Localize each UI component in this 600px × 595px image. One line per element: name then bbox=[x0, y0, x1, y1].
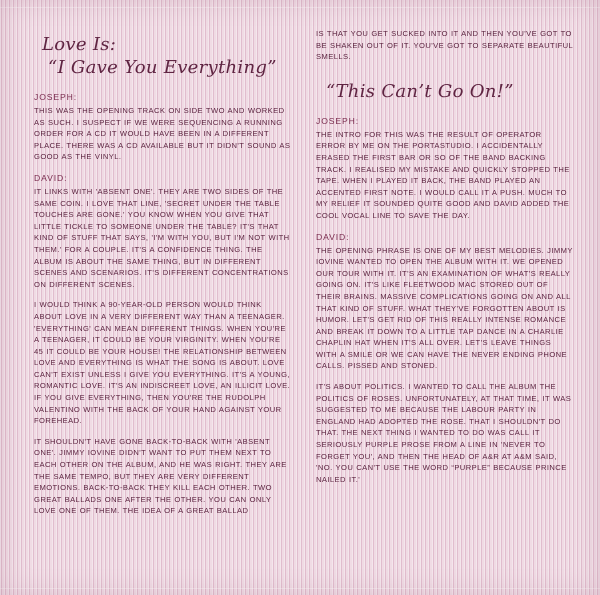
speaker-label-joseph: JOSEPH: bbox=[316, 115, 360, 126]
paragraph: IS THAT YOU GET SUCKED INTO IT AND THEN YOU'VE GOT TO BE SHAKEN OUT OF IT. YOU'VE GOT TO SEPARATE BEAUTIFUL SMELLS. bbox=[316, 29, 573, 62]
scan-crease bbox=[0, 588, 600, 589]
song-title-line-1: Love Is: bbox=[42, 34, 117, 55]
paragraph: THIS WAS THE OPENING TRACK ON SIDE TWO AND WORKED AS SUCH. I SUSPECT IF WE WERE SEQUENCING A RUNNING ORDER FOR A CD IT WOULD HAVE BEEN IN A DIFFERENT PLACE. THERE WAS A CD AVAILABLE BUT IT DIDN'T SOUND AS GOOD AS THE VINYL. bbox=[34, 106, 291, 162]
paragraph: THE INTRO FOR THIS WAS THE RESULT OF OPERATOR ERROR BY ME ON THE PORTASTUDIO. I ACCIDENTALLY ERASED THE FIRST BAR OR SO OF THE BAND BACKING TRACK. I REALISED MY MISTAKE AND QUICKLY STOPPED THE TAPE. WHEN I PLAYED IT BACK, THE BAND PLAYED AN ACCENTED FIRST NOTE. I WOULD CALL IT A PUSH. MUCH TO MY RELIEF IT SOUNDED QUITE GOOD AND DAVID ADDED THE COOL VOCAL LINE TO SAVE THE DAY. bbox=[316, 129, 570, 220]
song-title-line-2: “I Gave You Everything” bbox=[48, 57, 277, 78]
text-columns bbox=[34, 28, 574, 579]
scan-crease bbox=[0, 7, 600, 8]
paragraph: THE OPENING PHRASE IS ONE OF MY BEST MELODIES. JIMMY IOVINE WANTED TO OPEN THE ALBUM WITH IT. WE OPENED OUR TOUR WITH IT. IT'S AN EXAMINATION OF WHAT'S REALLY GOING ON. IT'S LIKE FLEETWOOD MAC STORED OUT OF THEIR BRAINS. MASSIVE COMPLICATIONS GOING ON AND ALL THAT KIND OF STUFF. WHAT THEY'VE FORGOTTEN ABOUT IS HUMOR. LET'S GET RID OF THIS REALLY INTENSE ROMANCE AND BREAK IT DOWN TO A LITTLE TAP DANCE IN A CHARLIE CHAPLIN HAT WHEN IT'S ALL OVER. LET'S LEAVE THINGS WITH A SMILE OR WE CAN HAVE THE NEVER ENDING PHONE CALLS. PISSED AND STONED. bbox=[316, 245, 573, 371]
speaker-label-david: DAVID: bbox=[34, 172, 68, 183]
song-title: “This Can’t Go On!” bbox=[326, 80, 514, 102]
paragraph: I WOULD THINK A 90-YEAR-OLD PERSON WOULD THINK ABOUT LOVE IN A VERY DIFFERENT WAY THAN A TEENAGER. 'EVERYTHING' CAN MEAN DIFFERENT THINGS. WHEN YOU'RE A TEENAGER, IT COULD BE YOUR VIRGINITY. WHEN YOU'RE 45 IT COULD BE YOUR HOUSE! THE RELATIONSHIP BETWEEN LOVE AND EVERYTHING IS WHAT THE SONG IS ABOUT. LOVE CAN'T EXIST UNLESS I GIVE YOU EVERYTHING. IT'S A YOUNG, ROMANTIC LOVE. IT'S AN INDISCREET LOVE, AN ILLICIT LOVE. IF YOU GIVE EVERYTHING, THEN YOU'RE THE RUDOLPH VALENTINO WITH THE BACK OF YOUR HAND AGAINST YOUR FOREHEAD. bbox=[34, 300, 291, 426]
left-column bbox=[34, 28, 292, 579]
paragraph: IT LINKS WITH 'ABSENT ONE'. THEY ARE TWO SIDES OF THE SAME COIN. I LOVE THAT LINE, 'SECRET UNDER THE TABLE TOUCHES ARE GONE.' YOU KNOW WHEN YOU GIVE THAT LITTLE TICKLE TO SOMEONE UNDER THE TABLE? IT'S THAT KIND OF STUFF THAT SAYS, 'I'M WITH YOU, BUT I'M NOT WITH THEM.' FOR A COUPLE. IT'S A CONFIDENCE THING. THE ALBUM IS ABOUT THE SAME THING, BUT IN DIFFERENT SCENES AND SCENARIOS. IT'S DIFFERENT CONCENTRATIONS ON DIFFERENT SCENES. bbox=[34, 186, 290, 289]
continuation-text bbox=[316, 28, 574, 63]
speaker-label-joseph: JOSEPH: bbox=[34, 92, 78, 102]
paragraph: IT SHOULDN'T HAVE GONE BACK-TO-BACK WITH 'ABSENT ONE'. JIMMY IOVINE DIDN'T WANT TO PUT THEM NEXT TO EACH OTHER ON THE ALBUM, AND HE WAS RIGHT. THEY ARE THE SAME TEMPO, BUT THEY ARE VERY DIFFERENT EMOTIONS. BACK-TO-BACK THEY KILL EACH OTHER. TWO GREAT BALLADS ONE AFTER THE OTHER. YOU CAN ONLY LOVE ONE OF THEM. THE IDEA OF A GREAT BALLAD bbox=[34, 436, 287, 516]
right-column bbox=[316, 28, 574, 579]
paragraph: IT'S ABOUT POLITICS. I WANTED TO CALL THE ALBUM THE POLITICS OF ROSES. UNFORTUNATELY, AT THAT TIME, IT WAS SUGGESTED TO ME BECAUSE THE LABOUR PARTY IN ENGLAND HAD ADOPTED THE ROSE. THAT I SHOULDN'T DO THAT. THE NEXT THING I WANTED TO DO WAS CALL IT SERIOUSLY PURPLE PROSE FROM A LINE IN 'NEVER TO FORGET YOU', AND THEN THE HEAD OF A&R AT A&M SAID, 'NO. YOU CAN'T USE THE WORD “PURPLE” BECAUSE PRINCE NAILED IT.' bbox=[316, 382, 572, 484]
speaker-label-david: DAVID: bbox=[316, 231, 350, 242]
